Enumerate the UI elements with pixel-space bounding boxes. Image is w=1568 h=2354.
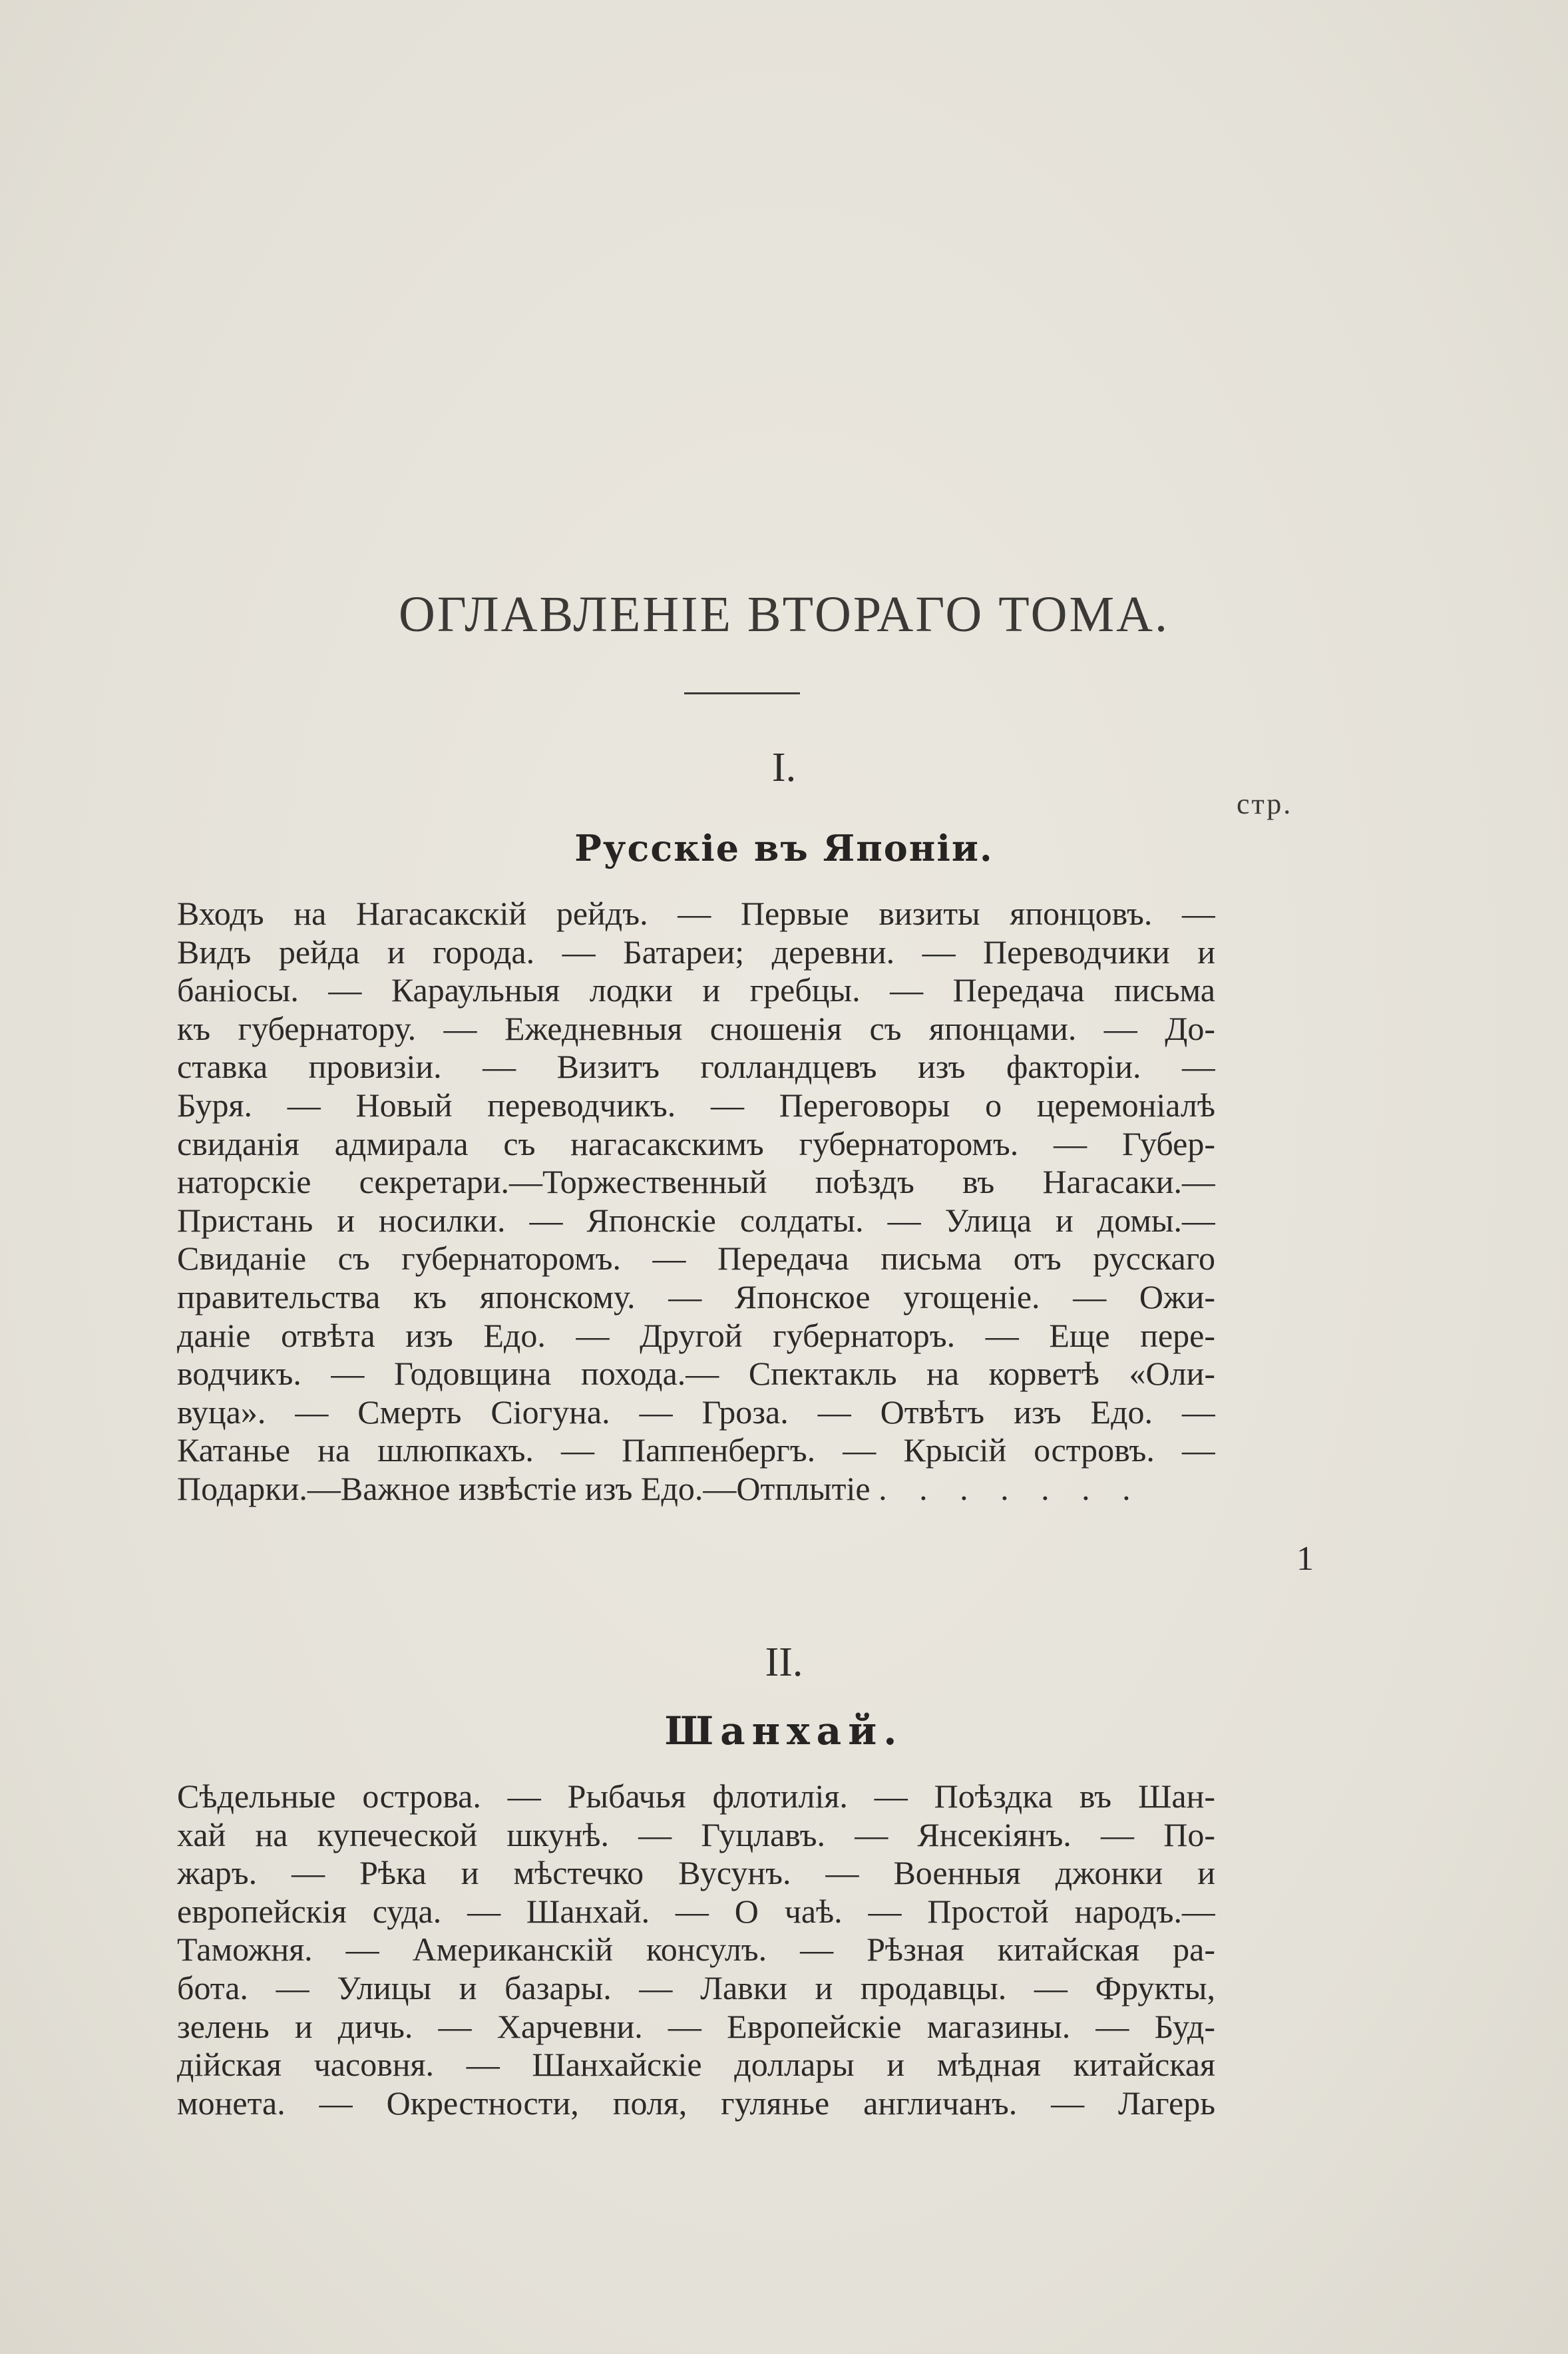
contents-line: вуца». — Смерть Сіогуна. — Гроза. — Отвѣтъ изъ Едо. — (177, 1393, 1215, 1431)
contents-line: баніосы. — Караульныя лодки и гребцы. — Передача письма (177, 971, 1215, 1009)
contents-line: хай на купеческой шкунѣ. — Гуцлавъ. — Янсекіянъ. — По- (177, 1815, 1215, 1853)
contents-line: Катанье на шлюпкахъ. — Паппенбергъ. — Крысій островъ. — (177, 1431, 1215, 1469)
contents-line: ставка провизіи. — Визитъ голландцевъ изъ факторіи. — (177, 1048, 1215, 1086)
contents-line: правительства къ японскому. — Японское угощеніе. — Ожи- (177, 1278, 1215, 1315)
contents-line: Таможня. — Американскій консулъ. — Рѣзная китайская ра- (177, 1931, 1215, 1969)
contents-line-last (177, 1470, 1215, 1509)
contents-line: свиданія адмирала съ нагасакскимъ губернаторомъ. — Губер- (177, 1124, 1215, 1162)
contents-line: зелень и дичь. — Харчевни. — Европейскіе магазины. — Буд- (177, 2007, 1215, 2045)
contents-line-text: Подарки.—Важное извѣстіе изъ Едо.—Отплытіе (177, 1469, 871, 1507)
chapter-number: II. (765, 1640, 803, 1685)
contents-line: Пристань и носилки. — Японскіе солдаты. — Улица и домы.— (177, 1201, 1215, 1239)
contents-line: наторскіе секретари.—Торжественный поѣздъ въ Нагасаки.— (177, 1163, 1215, 1201)
dot-leader: . . . . . . . (879, 1469, 1143, 1507)
contents-line: Видъ рейда и города. — Батареи; деревни. — Переводчики и (177, 933, 1215, 971)
page-title: ОГЛАВЛЕНІЕ ВТОРАГО ТОМА. (398, 587, 1170, 642)
contents-line: Буря. — Новый переводчикъ. — Переговоры о церемоніалѣ (177, 1086, 1215, 1124)
contents-line: дійская часовня. — Шанхайскіе доллары и мѣдная китайская (177, 2046, 1215, 2084)
page-reference: 1 (1296, 1540, 1314, 1578)
contents-line: Сѣдельные острова. — Рыбачья флотилія. — Поѣздка въ Шан- (177, 1777, 1215, 1815)
chapter-title: Русскіе въ Японіи. (574, 827, 994, 869)
chapter-number: I. (771, 745, 797, 790)
title-divider (684, 692, 800, 694)
chapter-contents (177, 1777, 1215, 2122)
contents-line: Свиданіе съ губернаторомъ. — Передача письма отъ русскаго (177, 1240, 1215, 1278)
page-column-label: стр. (1237, 788, 1293, 820)
contents-line: водчикъ. — Годовщина похода.— Спектакль на корветѣ «Оли- (177, 1355, 1215, 1393)
chapter-contents (177, 895, 1215, 1509)
contents-line: бота. — Улицы и базары. — Лавки и продавцы. — Фрукты, (177, 1969, 1215, 2006)
contents-line: монета. — Окрестности, поля, гулянье англичанъ. — Лагерь (177, 2084, 1215, 2122)
contents-line: европейскія суда. — Шанхай. — О чаѣ. — Простой народъ.— (177, 1892, 1215, 1930)
contents-line: жаръ. — Рѣка и мѣстечко Вусунъ. — Военныя джонки и (177, 1854, 1215, 1892)
contents-line: Входъ на Нагасакскій рейдъ. — Первые визиты японцовъ. — (177, 895, 1215, 932)
contents-line: къ губернатору. — Ежедневныя сношенія съ японцами. — До- (177, 1009, 1215, 1047)
chapter-title: Шанхай. (664, 1708, 904, 1754)
contents-line: даніе отвѣта изъ Едо. — Другой губернаторъ. — Еще пере- (177, 1316, 1215, 1354)
